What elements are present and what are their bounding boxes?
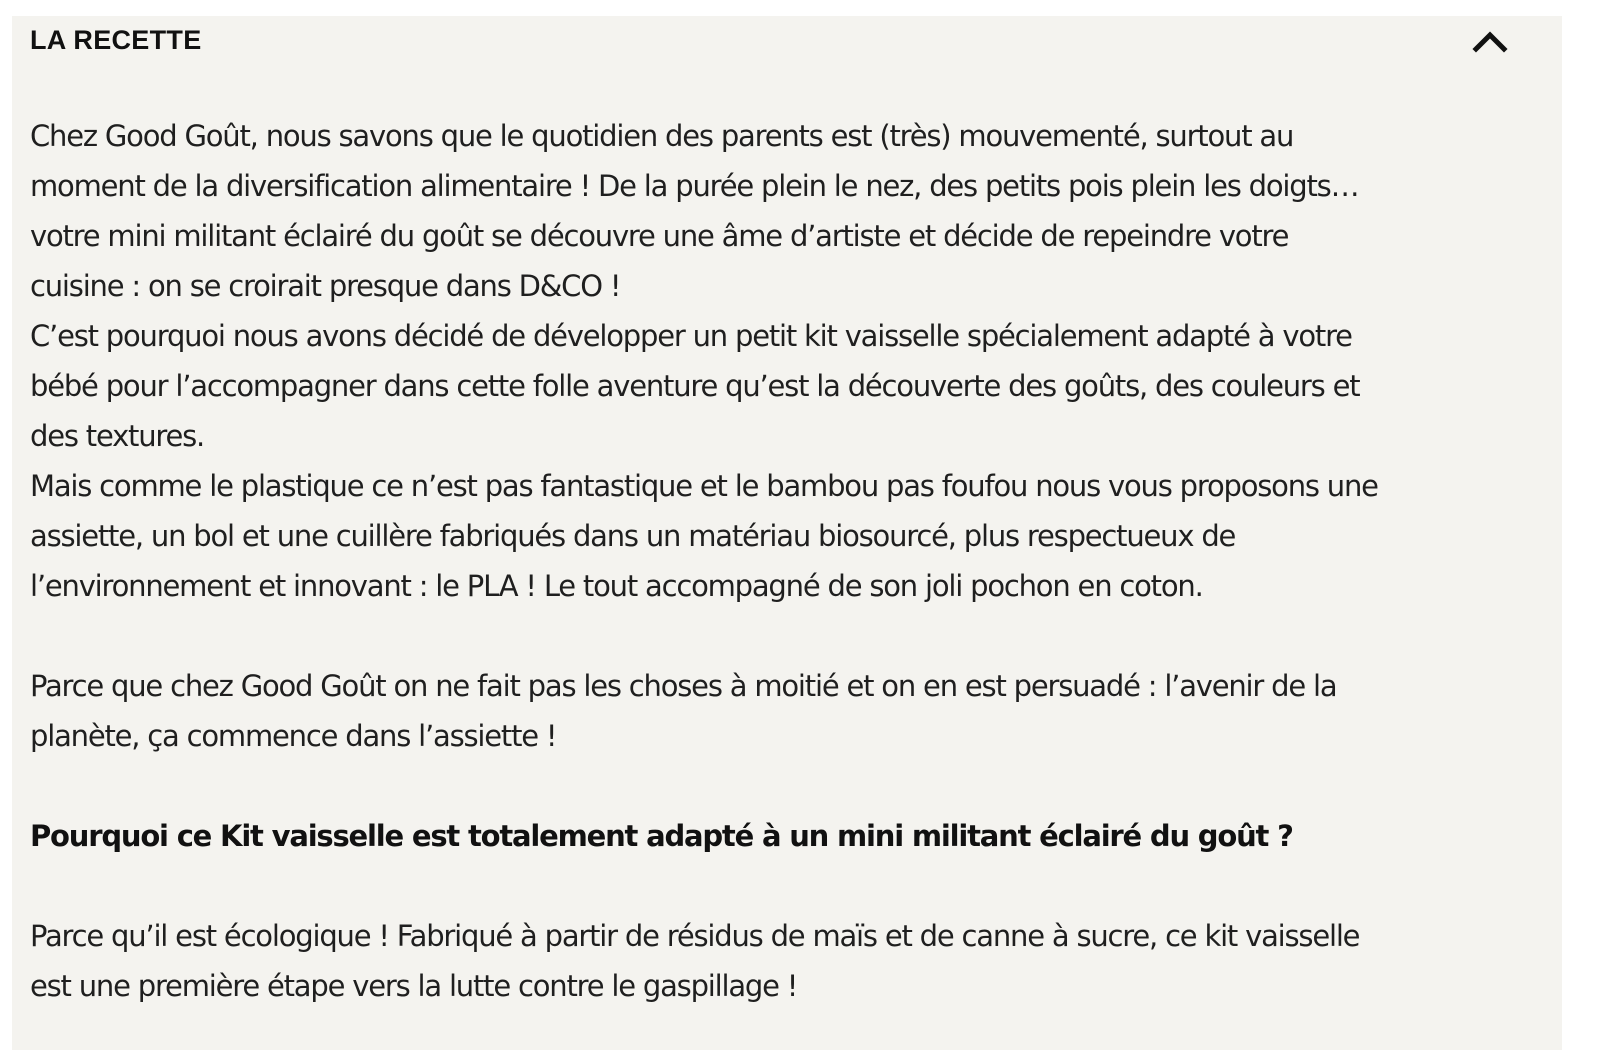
text-line: Mais comme le plastique ce n’est pas fantastique et le bambou pas foufou nous vous proposons une	[30, 469, 1378, 503]
text-line: assiette, un bol et une cuillère fabriqués dans un matériau biosourcé, plus respectueux de	[30, 519, 1236, 553]
text-line: Parce que chez Good Goût on ne fait pas les choses à moitié et on en est persuadé : l’avenir de la	[30, 669, 1337, 703]
text-line: bébé pour l’accompagner dans cette folle aventure qu’est la découverte des goûts, des couleurs et	[30, 369, 1360, 403]
paragraph-spacer	[30, 761, 1530, 811]
chevron-up-icon	[1470, 22, 1510, 58]
faq-question-heading: Pourquoi ce Kit vaisselle est totalement adapté à un mini militant éclairé du goût ?	[30, 819, 1293, 853]
text-line: cuisine : on se croirait presque dans D&CO !	[30, 269, 621, 303]
paragraph-spacer	[30, 611, 1530, 661]
collapse-toggle-button[interactable]	[1470, 22, 1510, 58]
text-line: C’est pourquoi nous avons décidé de développer un petit kit vaisselle spécialement adapté à votre	[30, 319, 1352, 353]
text-line: est une première étape vers la lutte contre le gaspillage !	[30, 969, 798, 1003]
text-line: planète, ça commence dans l’assiette !	[30, 719, 557, 753]
text-line: des textures.	[30, 419, 205, 453]
recipe-description	[30, 111, 1530, 1011]
paragraph-spacer	[30, 861, 1530, 911]
text-line: votre mini militant éclairé du goût se découvre une âme d’artiste et décide de repeindre votre	[30, 219, 1289, 253]
text-line: Chez Good Goût, nous savons que le quotidien des parents est (très) mouvementé, surtout au	[30, 119, 1294, 153]
text-line: Parce qu’il est écologique ! Fabriqué à partir de résidus de maïs et de canne à sucre, ce kit vaisselle	[30, 919, 1360, 953]
recipe-accordion	[12, 16, 1562, 1050]
accordion-header[interactable]	[12, 16, 1562, 66]
text-line: l’environnement et innovant : le PLA ! Le tout accompagné de son joli pochon en coton.	[30, 569, 1203, 603]
section-title: LA RECETTE	[30, 25, 202, 55]
text-line: moment de la diversification alimentaire ! De la purée plein le nez, des petits pois plein les doigts…	[30, 169, 1359, 203]
